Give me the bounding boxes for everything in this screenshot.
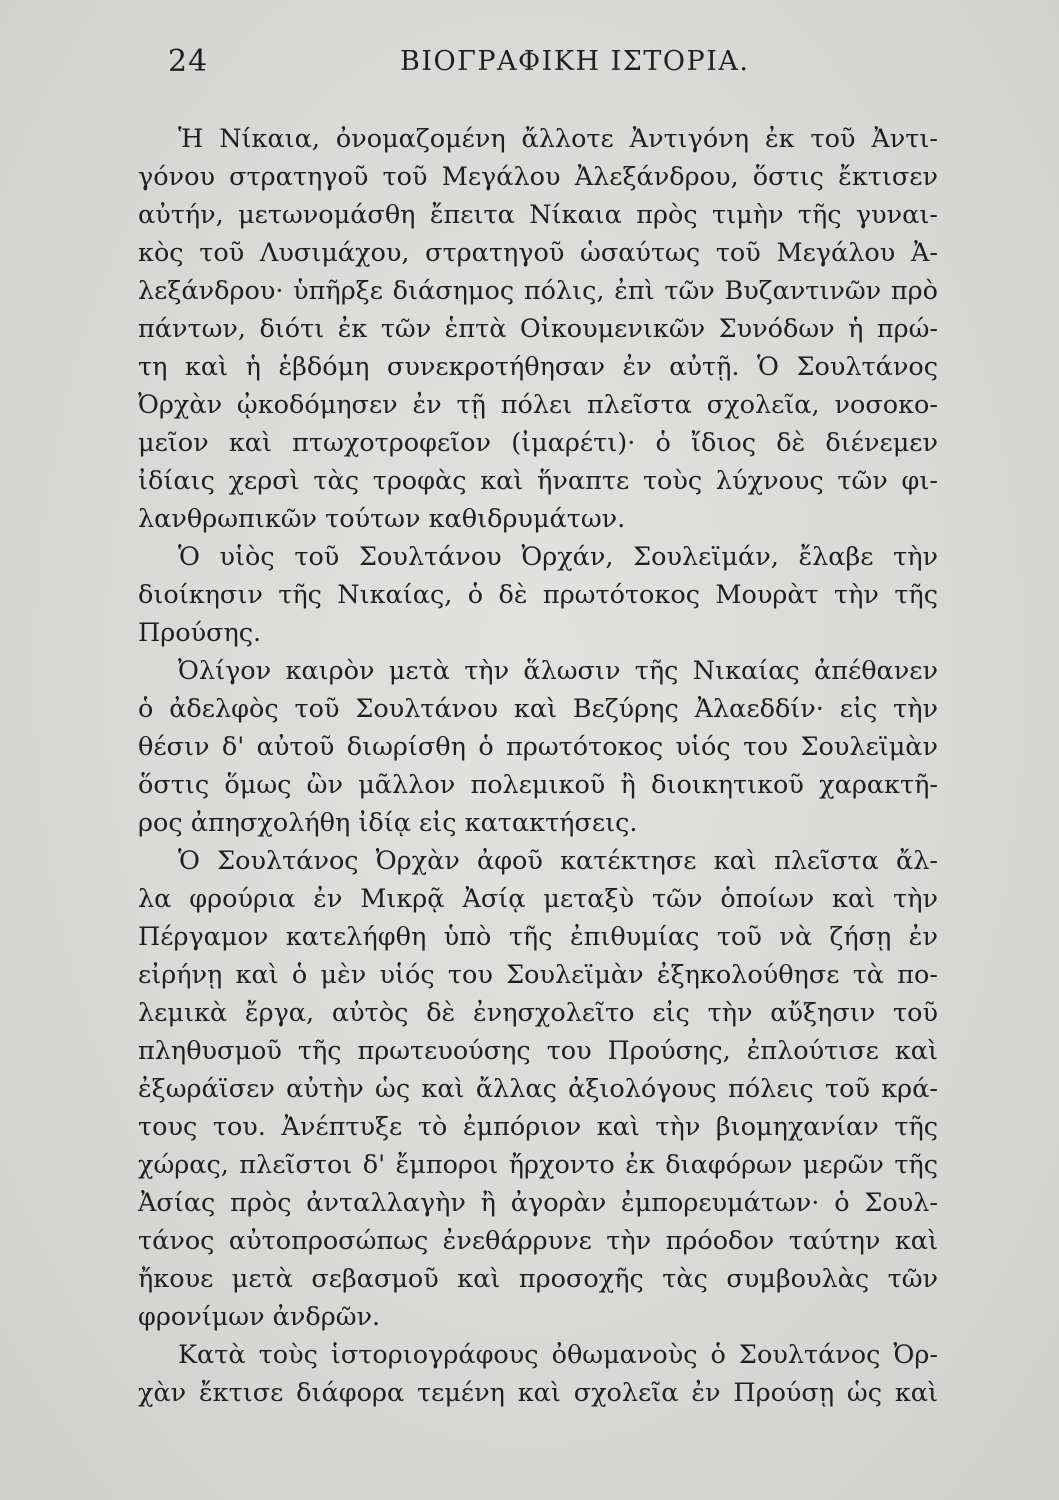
text-line: τάνος αὐτοπροσώπως ἐνεθάρρυνε τὴν πρόοδον ταύτην καὶ (138, 1226, 938, 1256)
text-line: Ἡ Νίκαια, ὀνομαζομένη ἄλλοτε Ἀντιγόνη ἐκ τοῦ Ἀντι- (178, 124, 938, 154)
text-line: πληθυσμοῦ τῆς πρωτευούσης του Προύσης, ἐπλούτισε καὶ (138, 1036, 938, 1066)
text-line: Ὀρχὰν ᾠκοδόμησεν ἐν τῇ πόλει πλεῖστα σχολεῖα, νοσοκο- (138, 390, 938, 420)
text-line: ὅστις ὅμως ὢν μᾶλλον πολεμικοῦ ἢ διοικητικοῦ χαρακτῆ- (138, 770, 938, 800)
page-number: 24 (168, 44, 209, 79)
text-line: εἰρήνῃ καὶ ὁ μὲν υἱός του Σουλεϊμὰν ἐξηκολούθησε τὰ πο- (138, 960, 938, 990)
text-line: θέσιν δ' αὐτοῦ διωρίσθη ὁ πρωτότοκος υἱός του Σουλεϊμὰν (138, 732, 938, 762)
text-line: ἰδίαις χερσὶ τὰς τροφὰς καὶ ἥναπτε τοὺς λύχνους τῶν φι- (138, 466, 938, 496)
text-line: λανθρωπικῶν τούτων καθιδρυμάτων. (138, 504, 626, 534)
text-line: Πέργαμον κατελήφθη ὑπὸ τῆς ἐπιθυμίας τοῦ νὰ ζήσῃ ἐν (138, 922, 938, 952)
text-line: ὁ ἀδελφὸς τοῦ Σουλτάνου καὶ Βεζύρης Ἀλαεδδίν· εἰς τὴν (138, 694, 938, 724)
text-line: ἤκουε μετὰ σεβασμοῦ καὶ προσοχῆς τὰς συμβουλὰς τῶν (138, 1264, 938, 1294)
text-line: χώρας, πλεῖστοι δ' ἔμποροι ἤρχοντο ἐκ διαφόρων μερῶν τῆς (138, 1150, 938, 1180)
text-line: Κατὰ τοὺς ἱστοριογράφους ὀθωμανοὺς ὁ Σουλτάνος Ὀρ- (178, 1340, 938, 1370)
text-line: Ὁ υἱὸς τοῦ Σουλτάνου Ὀρχάν, Σουλεϊμάν, ἔλαβε τὴν (178, 542, 938, 572)
text-line: λεξάνδρου· ὑπῆρξε διάσημος πόλις, ἐπὶ τῶν Βυζαντινῶν πρὸ (138, 276, 938, 306)
text-line: αὐτήν, μετωνομάσθη ἔπειτα Νίκαια πρὸς τιμὴν τῆς γυναι- (138, 200, 938, 230)
text-line: διοίκησιν τῆς Νικαίας, ὁ δὲ πρωτότοκος Μουρὰτ τὴν τῆς (138, 580, 938, 610)
text-line: πάντων, διότι ἐκ τῶν ἑπτὰ Οἰκουμενικῶν Συνόδων ἡ πρώ- (138, 314, 938, 344)
text-line: ρος ἀπησχολήθη ἰδίᾳ εἰς κατακτήσεις. (138, 808, 638, 838)
text-line: Ὁ Σουλτάνος Ὀρχὰν ἀφοῦ κατέκτησε καὶ πλεῖστα ἄλ- (178, 846, 938, 876)
text-line: ἐξωράϊσεν αὐτὴν ὡς καὶ ἄλλας ἀξιολόγους πόλεις τοῦ κρά- (138, 1074, 938, 1104)
text-line: κὸς τοῦ Λυσιμάχου, στρατηγοῦ ὡσαύτως τοῦ Μεγάλου Ἀ- (138, 238, 938, 268)
text-line: γόνου στρατηγοῦ τοῦ Μεγάλου Ἀλεξάνδρου, ὅστις ἔκτισεν (138, 162, 938, 192)
running-head (168, 44, 948, 94)
text-line: Ἀσίας πρὸς ἀνταλλαγὴν ἢ ἀγορὰν ἐμπορευμάτων· ὁ Σουλ- (138, 1188, 938, 1218)
text-line: Ὀλίγον καιρὸν μετὰ τὴν ἅλωσιν τῆς Νικαίας ἀπέθανεν (178, 656, 938, 686)
text-line: τη καὶ ἡ ἑβδόμη συνεκροτήθησαν ἐν αὐτῇ. Ὁ Σουλτάνος (138, 352, 938, 382)
text-line: τους του. Ἀνέπτυξε τὸ ἐμπόριον καὶ τὴν βιομηχανίαν τῆς (138, 1112, 938, 1142)
text-line: λεμικὰ ἔργα, αὐτὸς δὲ ἐνησχολεῖτο εἰς τὴν αὔξησιν τοῦ (138, 998, 938, 1028)
text-line: χὰν ἔκτισε διάφορα τεμένη καὶ σχολεῖα ἐν Προύσῃ ὡς καὶ (138, 1378, 938, 1408)
text-line: Προύσης. (138, 618, 262, 648)
text-line: φρονίμων ἀνδρῶν. (138, 1302, 381, 1332)
text-line: λα φρούρια ἐν Μικρᾷ Ἀσίᾳ μεταξὺ τῶν ὁποίων καὶ τὴν (138, 884, 938, 914)
running-title: ΒΙΟΓΡΑΦΙΚΗ ΙΣΤΟΡΙΑ. (400, 46, 750, 77)
text-line: μεῖον καὶ πτωχοτροφεῖον (ἰμαρέτι)· ὁ ἴδιος δὲ διένεμεν (138, 428, 938, 458)
